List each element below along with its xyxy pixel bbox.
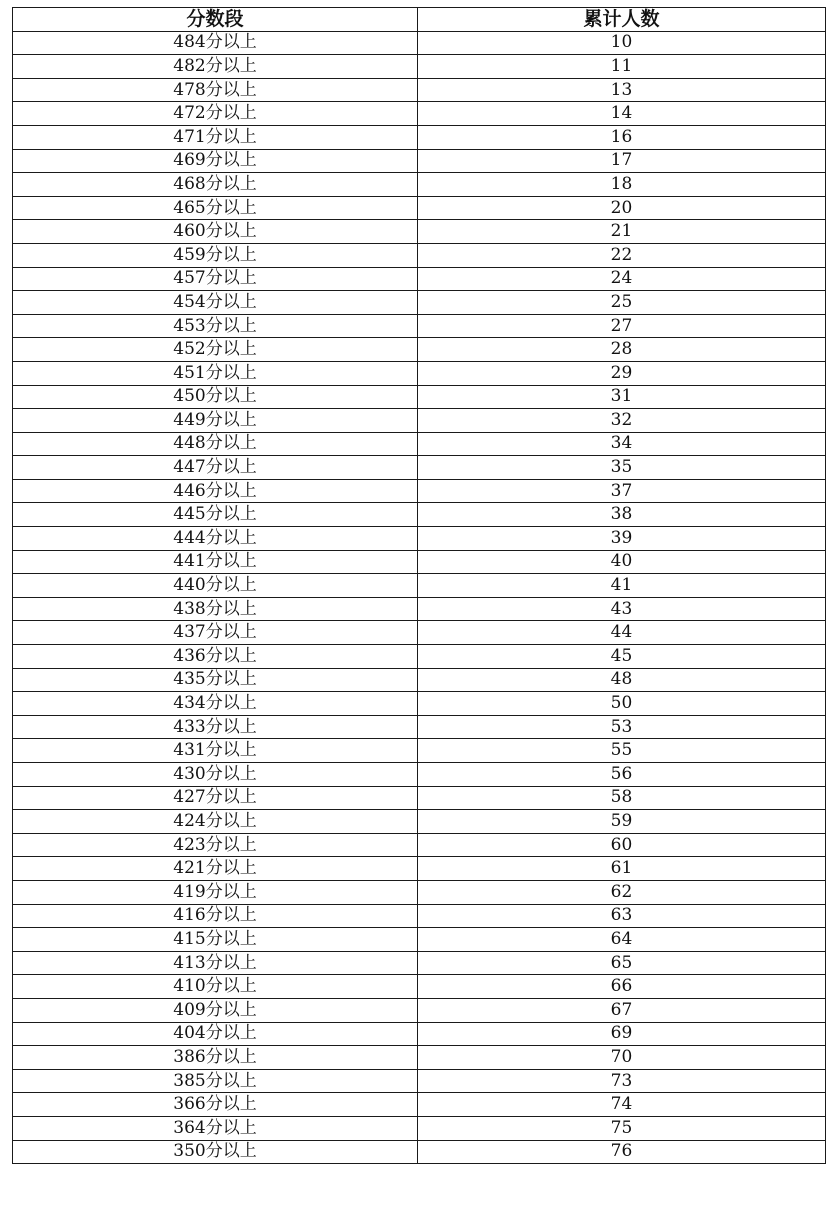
table-row [13,951,826,975]
cumulative-count-cell: 48 [418,668,826,692]
cumulative-count-cell: 55 [418,739,826,763]
table-row [13,574,826,598]
score-range-cell: 447分以上 [13,456,418,480]
table-row [13,527,826,551]
cumulative-count-cell: 20 [418,196,826,220]
table-row [13,645,826,669]
cumulative-count-cell: 67 [418,998,826,1022]
table-row [13,739,826,763]
cumulative-count-cell: 18 [418,173,826,197]
score-range-cell: 434分以上 [13,692,418,716]
cumulative-count-cell: 34 [418,432,826,456]
table-row [13,880,826,904]
column-header-score-range: 分数段 [13,8,418,32]
cumulative-count-cell: 50 [418,692,826,716]
score-range-cell: 460分以上 [13,220,418,244]
cumulative-count-cell: 61 [418,857,826,881]
table-row [13,904,826,928]
cumulative-count-cell: 69 [418,1022,826,1046]
cumulative-count-cell: 14 [418,102,826,126]
score-range-cell: 415分以上 [13,928,418,952]
score-range-cell: 366分以上 [13,1093,418,1117]
score-range-cell: 472分以上 [13,102,418,126]
score-range-cell: 410分以上 [13,975,418,999]
score-range-cell: 471分以上 [13,125,418,149]
score-range-cell: 421分以上 [13,857,418,881]
cumulative-count-cell: 13 [418,78,826,102]
score-range-cell: 409分以上 [13,998,418,1022]
table-row [13,173,826,197]
score-range-cell: 404分以上 [13,1022,418,1046]
table-row [13,975,826,999]
score-range-cell: 446分以上 [13,479,418,503]
score-range-cell: 454分以上 [13,291,418,315]
table-row [13,550,826,574]
score-range-cell: 424分以上 [13,810,418,834]
score-range-cell: 430分以上 [13,763,418,787]
score-range-cell: 423分以上 [13,833,418,857]
table-row [13,432,826,456]
cumulative-count-cell: 25 [418,291,826,315]
cumulative-count-cell: 22 [418,243,826,267]
score-range-cell: 459分以上 [13,243,418,267]
score-range-cell: 468分以上 [13,173,418,197]
table-row [13,621,826,645]
score-range-cell: 451分以上 [13,361,418,385]
cumulative-count-cell: 17 [418,149,826,173]
cumulative-count-cell: 75 [418,1116,826,1140]
table-row [13,409,826,433]
table-row [13,456,826,480]
cumulative-count-cell: 66 [418,975,826,999]
table-row [13,833,826,857]
cumulative-count-cell: 43 [418,597,826,621]
score-range-cell: 450分以上 [13,385,418,409]
cumulative-count-cell: 70 [418,1046,826,1070]
cumulative-count-cell: 63 [418,904,826,928]
table-row [13,125,826,149]
cumulative-count-cell: 60 [418,833,826,857]
score-range-cell: 431分以上 [13,739,418,763]
cumulative-count-cell: 53 [418,715,826,739]
score-range-cell: 427分以上 [13,786,418,810]
cumulative-count-cell: 44 [418,621,826,645]
cumulative-count-cell: 62 [418,880,826,904]
table-body [13,31,826,1164]
table-row [13,361,826,385]
table-row [13,102,826,126]
score-range-cell: 465分以上 [13,196,418,220]
score-range-cell: 444分以上 [13,527,418,551]
cumulative-count-cell: 28 [418,338,826,362]
table-row [13,786,826,810]
table-row [13,385,826,409]
table-row [13,196,826,220]
table-row [13,1046,826,1070]
cumulative-count-cell: 21 [418,220,826,244]
cumulative-count-cell: 58 [418,786,826,810]
table-row [13,503,826,527]
cumulative-count-cell: 11 [418,55,826,79]
table-row [13,338,826,362]
cumulative-count-cell: 40 [418,550,826,574]
table-row [13,1022,826,1046]
table-row [13,479,826,503]
score-range-cell: 350分以上 [13,1140,418,1164]
score-range-cell: 416分以上 [13,904,418,928]
cumulative-count-cell: 73 [418,1069,826,1093]
score-range-cell: 478分以上 [13,78,418,102]
score-range-cell: 438分以上 [13,597,418,621]
score-range-cell: 452分以上 [13,338,418,362]
table-row [13,668,826,692]
cumulative-count-cell: 29 [418,361,826,385]
score-range-cell: 386分以上 [13,1046,418,1070]
table-row [13,31,826,55]
score-range-cell: 437分以上 [13,621,418,645]
table-row [13,149,826,173]
score-range-cell: 441分以上 [13,550,418,574]
table-row [13,1093,826,1117]
table-row [13,597,826,621]
score-range-cell: 484分以上 [13,31,418,55]
score-range-cell: 453分以上 [13,314,418,338]
score-range-cell: 469分以上 [13,149,418,173]
cumulative-count-cell: 56 [418,763,826,787]
cumulative-count-cell: 76 [418,1140,826,1164]
table-row [13,1140,826,1164]
score-range-cell: 433分以上 [13,715,418,739]
table-row [13,998,826,1022]
table-row [13,692,826,716]
cumulative-count-cell: 59 [418,810,826,834]
column-header-cumulative-count: 累计人数 [418,8,826,32]
score-range-cell: 385分以上 [13,1069,418,1093]
table-row [13,267,826,291]
cumulative-count-cell: 37 [418,479,826,503]
table-row [13,715,826,739]
cumulative-count-cell: 41 [418,574,826,598]
table-row [13,243,826,267]
cumulative-count-cell: 65 [418,951,826,975]
table-row [13,1116,826,1140]
cumulative-count-cell: 27 [418,314,826,338]
score-range-cell: 448分以上 [13,432,418,456]
cumulative-count-cell: 39 [418,527,826,551]
cumulative-count-cell: 24 [418,267,826,291]
score-range-cell: 436分以上 [13,645,418,669]
score-range-cell: 413分以上 [13,951,418,975]
table-row [13,78,826,102]
cumulative-count-cell: 10 [418,31,826,55]
score-range-cell: 449分以上 [13,409,418,433]
table-row [13,857,826,881]
score-range-cell: 435分以上 [13,668,418,692]
cumulative-count-cell: 35 [418,456,826,480]
cumulative-count-cell: 74 [418,1093,826,1117]
cumulative-count-cell: 32 [418,409,826,433]
table-row [13,1069,826,1093]
table-row [13,763,826,787]
score-range-cell: 364分以上 [13,1116,418,1140]
cumulative-count-cell: 16 [418,125,826,149]
score-table [12,7,826,1164]
table-row [13,55,826,79]
table-row [13,810,826,834]
score-range-cell: 482分以上 [13,55,418,79]
table-row [13,291,826,315]
score-range-cell: 457分以上 [13,267,418,291]
table-row [13,928,826,952]
cumulative-count-cell: 31 [418,385,826,409]
score-range-cell: 440分以上 [13,574,418,598]
table-row [13,314,826,338]
table-header-row [13,8,826,32]
cumulative-count-cell: 45 [418,645,826,669]
score-range-cell: 419分以上 [13,880,418,904]
cumulative-count-cell: 38 [418,503,826,527]
score-range-cell: 445分以上 [13,503,418,527]
cumulative-count-cell: 64 [418,928,826,952]
table-row [13,220,826,244]
